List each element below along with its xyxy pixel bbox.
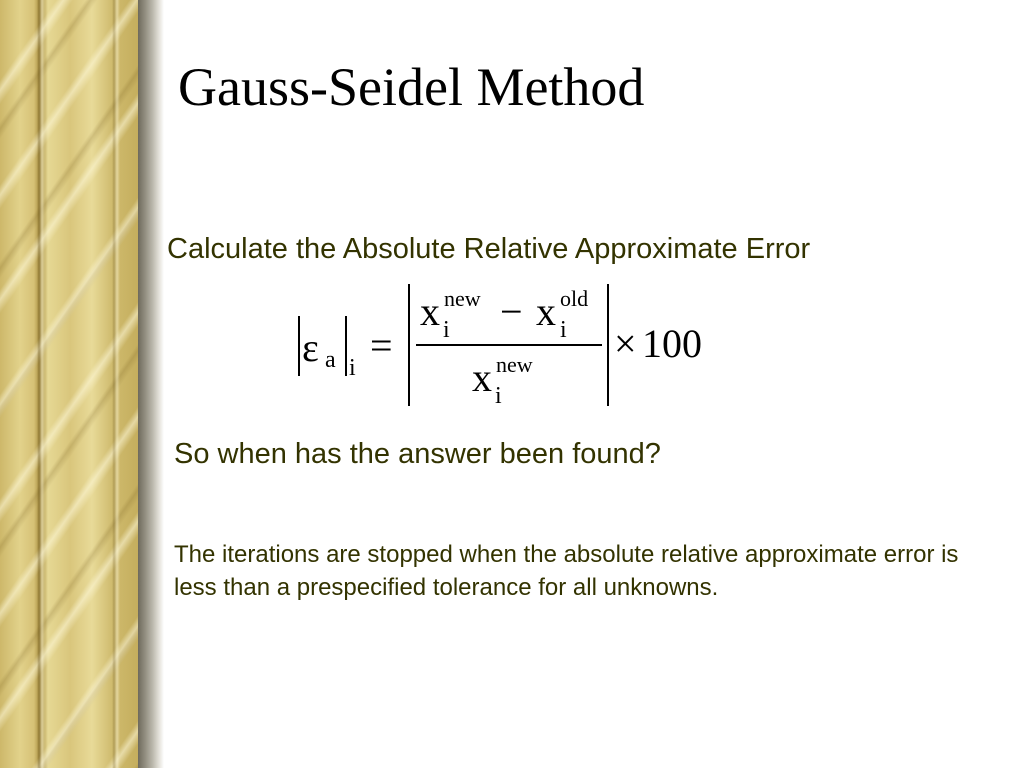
numerator-old-label: old [560, 286, 589, 311]
equals-sign: = [370, 323, 393, 368]
column-shadow-decoration [138, 0, 164, 768]
outer-subscript: i [349, 355, 356, 381]
denominator-index: i [495, 383, 502, 409]
denominator-new-label: new [496, 352, 533, 377]
epsilon-symbol: ε [302, 325, 319, 370]
numerator-x-new: x [420, 289, 440, 334]
relative-error-formula [290, 282, 730, 412]
abs-bar-left-1 [298, 316, 300, 376]
abs-bar-right-2 [607, 284, 609, 406]
fraction-line [416, 344, 602, 346]
numerator-index-1: i [443, 317, 450, 343]
denominator-x-new: x [472, 355, 492, 400]
column-grooves-decoration [0, 0, 140, 768]
minus-sign: − [500, 289, 523, 334]
question-text: So when has the answer been found? [174, 438, 661, 470]
factor-100: 100 [642, 321, 702, 366]
epsilon-subscript: a [325, 347, 336, 373]
numerator-x-old: x [536, 289, 556, 334]
numerator-new-label: new [444, 286, 481, 311]
abs-bar-left-2 [408, 284, 410, 406]
abs-bar-right-1 [345, 316, 347, 376]
numerator-index-2: i [560, 317, 567, 343]
slide-subtitle: Calculate the Absolute Relative Approximate Error [167, 233, 811, 265]
body-text: The iterations are stopped when the absolute relative approximate error is less than a prespecified tolerance for all unknowns. [174, 541, 959, 601]
slide-title: Gauss-Seidel Method [178, 57, 645, 117]
times-sign: × [614, 321, 637, 366]
